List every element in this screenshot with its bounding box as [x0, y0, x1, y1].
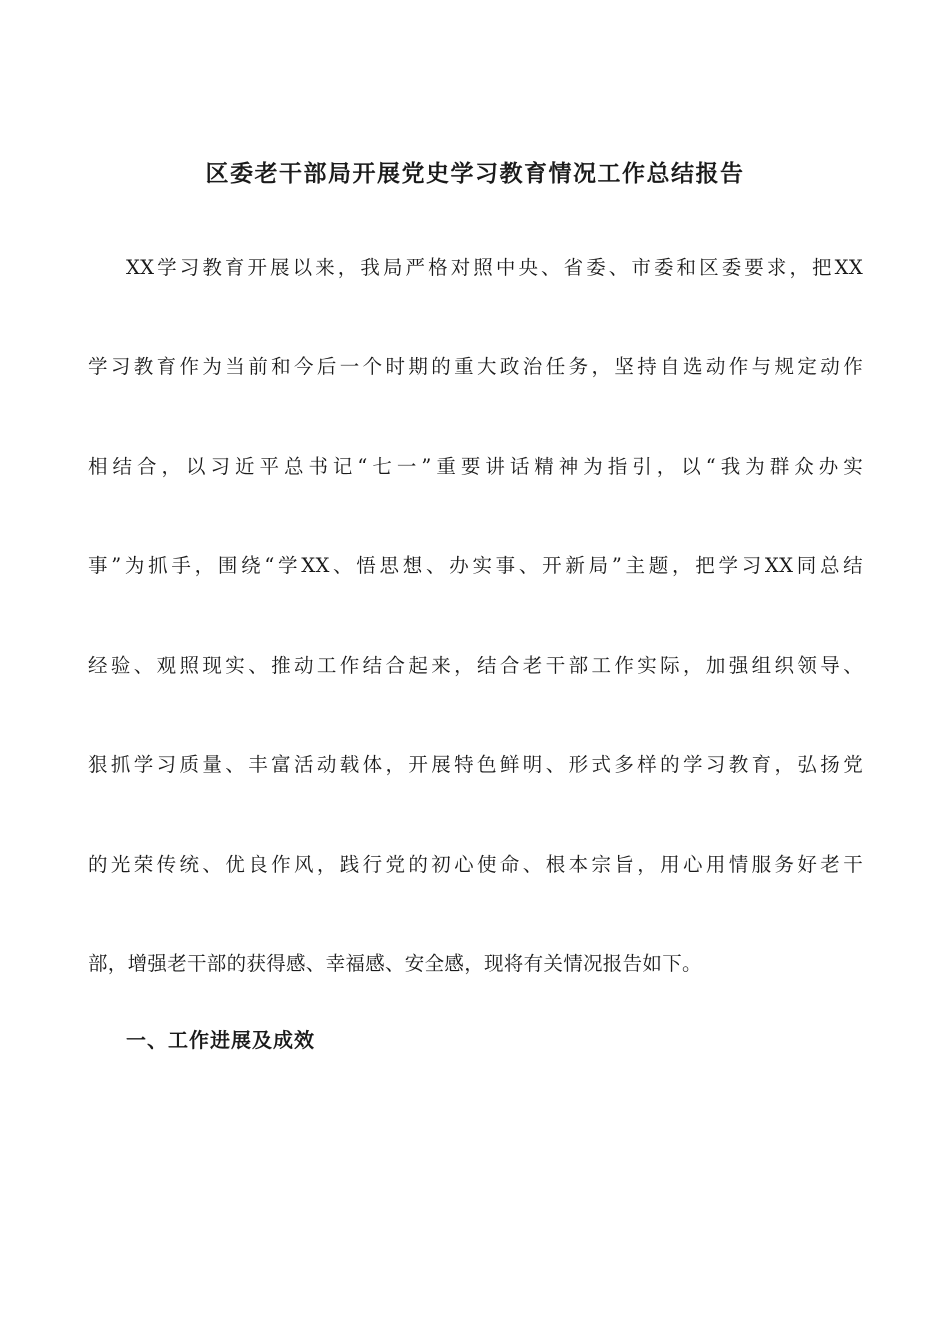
paragraph-line: 部，增强老干部的获得感、幸福感、安全感，现将有关情况报告如下。: [88, 952, 702, 975]
paragraph-line: 狠抓学习质量、丰富活动载体，开展特色鲜明、形式多样的学习教育，弘扬党: [88, 753, 863, 776]
paragraph-line: 经验、观照现实、推动工作结合起来，结合老干部工作实际，加强组织领导、: [88, 654, 863, 677]
document-title: 区委老干部局开展党史学习教育情况工作总结报告: [205, 160, 745, 187]
paragraph-line: XX学习教育开展以来，我局严格对照中央、省委、市委和区委要求，把XX: [126, 256, 863, 279]
section-heading: 一、工作进展及成效: [126, 1028, 315, 1052]
paragraph-line: 学习教育作为当前和今后一个时期的重大政治任务，坚持自选动作与规定动作: [88, 355, 863, 378]
paragraph-line: 的光荣传统、优良作风，践行党的初心使命、根本宗旨，用心用情服务好老干: [88, 853, 863, 876]
paragraph-line: 相结合，以习近平总书记“七一”重要讲话精神为指引，以“我为群众办实: [88, 455, 863, 478]
paragraph-line: 事”为抓手，围绕“学XX、悟思想、办实事、开新局”主题，把学习XX同总结: [88, 554, 863, 577]
